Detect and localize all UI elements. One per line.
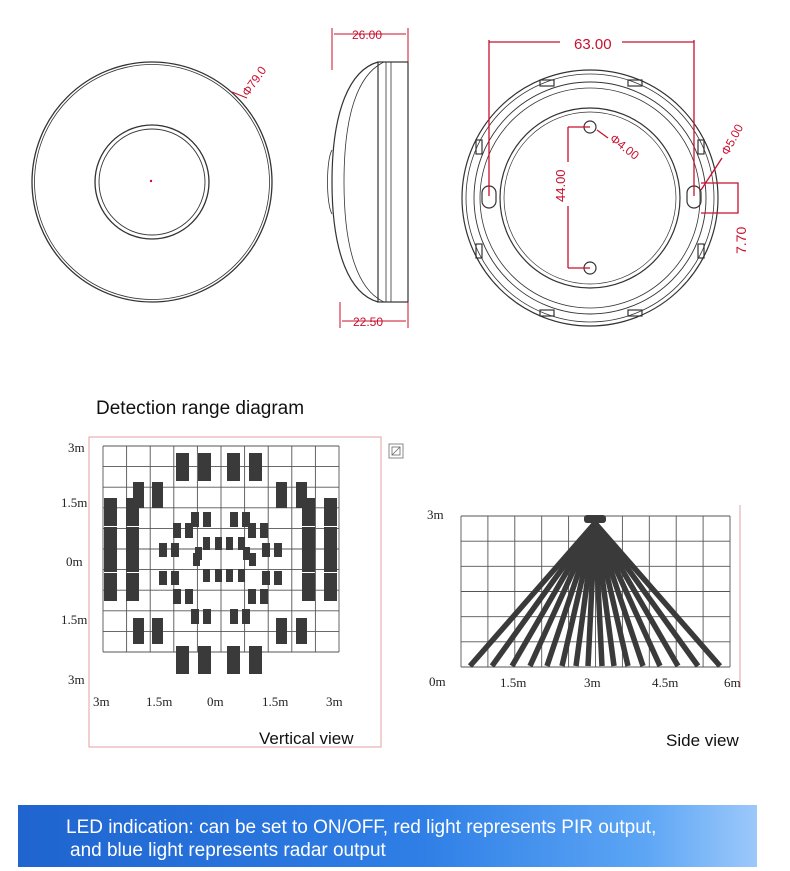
small-hole-leader [597,130,608,138]
s-y-label-1: 3m [427,507,444,522]
v-zone-31 [296,618,307,644]
front-lens [99,129,205,235]
v-zone-42 [248,523,256,538]
profile-lens-bulge [328,150,333,214]
banner-line-2: and blue light represents radar output [70,840,386,861]
v-y-label-4: 1.5m [61,612,88,627]
v-zone-63 [238,569,245,582]
v-zone-65 [249,553,256,566]
v-zone-38 [230,609,238,624]
v-zone-30 [276,618,287,644]
v-x-label-4: 1.5m [262,694,289,709]
back-plate [500,108,680,288]
front-outer-ring [32,62,272,302]
back-outer-ring-2 [466,74,714,322]
profile-base [378,62,408,302]
v-zone-46 [248,589,256,604]
v-zone-15 [126,573,139,601]
v-zone-50 [262,543,270,557]
v-y-label-2: 1.5m [61,495,88,510]
v-zone-67 [243,547,250,560]
section-title: Detection range diagram [96,398,305,419]
v-zone-39 [242,609,250,624]
side-dimensions [332,28,408,328]
front-outer-ring-inner [35,65,270,300]
v-zone-27 [296,482,307,508]
v-zone-47 [260,589,268,604]
front-view [32,62,272,302]
v-zone-21 [324,544,337,572]
v-zone-48 [159,543,167,557]
rim-tab-3 [540,310,554,316]
v-x-label-5: 3m [326,694,343,709]
v-zone-8 [104,498,117,526]
base-width-label: 22.50 [353,315,384,329]
v-zone-2 [198,453,211,481]
v-zone-3 [198,646,211,674]
v-zone-61 [215,569,222,582]
vertical-view-zones [104,453,337,674]
slot-length-bracket [701,183,738,213]
v-zone-40 [173,523,181,538]
v-zone-41 [185,523,193,538]
v-zone-12 [104,544,117,572]
v-zone-1 [176,646,189,674]
slot-hole-label: Φ5.00 [718,121,747,158]
span-44-label: 44.00 [553,169,568,202]
v-zone-57 [215,537,222,550]
side-profile [328,62,409,302]
v-zone-20 [302,544,315,572]
diameter-label: Φ79.0 [238,63,270,99]
front-lens-ring [95,125,209,239]
v-y-label-1: 3m [68,440,85,455]
v-zone-66 [195,547,202,560]
rim-tab-6 [476,244,482,258]
height-label: 26.00 [352,28,383,42]
v-x-label-1: 3m [93,694,110,709]
small-hole-label: Φ4.00 [607,131,642,163]
rim-tab-1 [540,80,554,86]
v-zone-60 [203,569,210,582]
v-zone-45 [185,589,193,604]
sensor-head [584,515,606,523]
v-zone-26 [276,482,287,508]
image-placeholder-icon [389,444,403,458]
s-x-label-3: 3m [584,675,601,690]
rim-tab-8 [698,244,704,258]
s-x-label-2: 1.5m [500,675,527,690]
led-info-banner [18,805,757,867]
s-x-label-5: 6m [724,675,741,690]
side-view-beams [470,523,720,666]
slot-length-label: 7.70 [733,226,749,254]
slot-leader [701,158,722,190]
back-view [462,70,718,326]
v-zone-43 [260,523,268,538]
v-zone-6 [249,453,262,481]
v-zone-29 [152,618,163,644]
v-zone-5 [227,646,240,674]
v-zone-53 [171,571,179,585]
v-zone-24 [133,482,144,508]
v-x-label-3: 0m [207,694,224,709]
v-zone-49 [171,543,179,557]
back-rim [474,82,706,314]
v-zone-4 [227,453,240,481]
v-zone-17 [324,498,337,526]
v-zone-28 [133,618,144,644]
v-zone-54 [262,571,270,585]
v-zone-55 [274,571,282,585]
v-y-label-5: 3m [68,672,85,687]
v-zone-52 [159,571,167,585]
banner-line-1: LED indication: can be set to ON/OFF, red light represents PIR output, [66,817,657,838]
v-zone-7 [249,646,262,674]
v-zone-25 [152,482,163,508]
v-zone-23 [324,573,337,601]
front-center-dot [150,180,152,182]
v-zone-14 [104,573,117,601]
v-zone-36 [191,609,199,624]
v-zone-62 [226,569,233,582]
s-x-label-1: 0m [429,674,446,689]
v-zone-34 [230,512,238,527]
vertical-view [61,437,381,748]
v-zone-0 [176,453,189,481]
v-zone-37 [203,609,211,624]
v-y-label-3: 0m [66,554,83,569]
v-zone-58 [226,537,233,550]
v-zone-13 [126,544,139,572]
s-x-label-4: 4.5m [652,675,679,690]
v-zone-51 [274,543,282,557]
side-view [427,505,741,750]
v-zone-22 [302,573,315,601]
vertical-view-caption: Vertical view [259,729,354,748]
back-plate-inner [504,112,676,284]
v-zone-56 [203,537,210,550]
v-x-label-2: 1.5m [146,694,173,709]
side-view-caption: Side view [666,731,739,750]
span-63-label: 63.00 [574,36,612,53]
v-zone-33 [203,512,211,527]
v-zone-44 [173,589,181,604]
